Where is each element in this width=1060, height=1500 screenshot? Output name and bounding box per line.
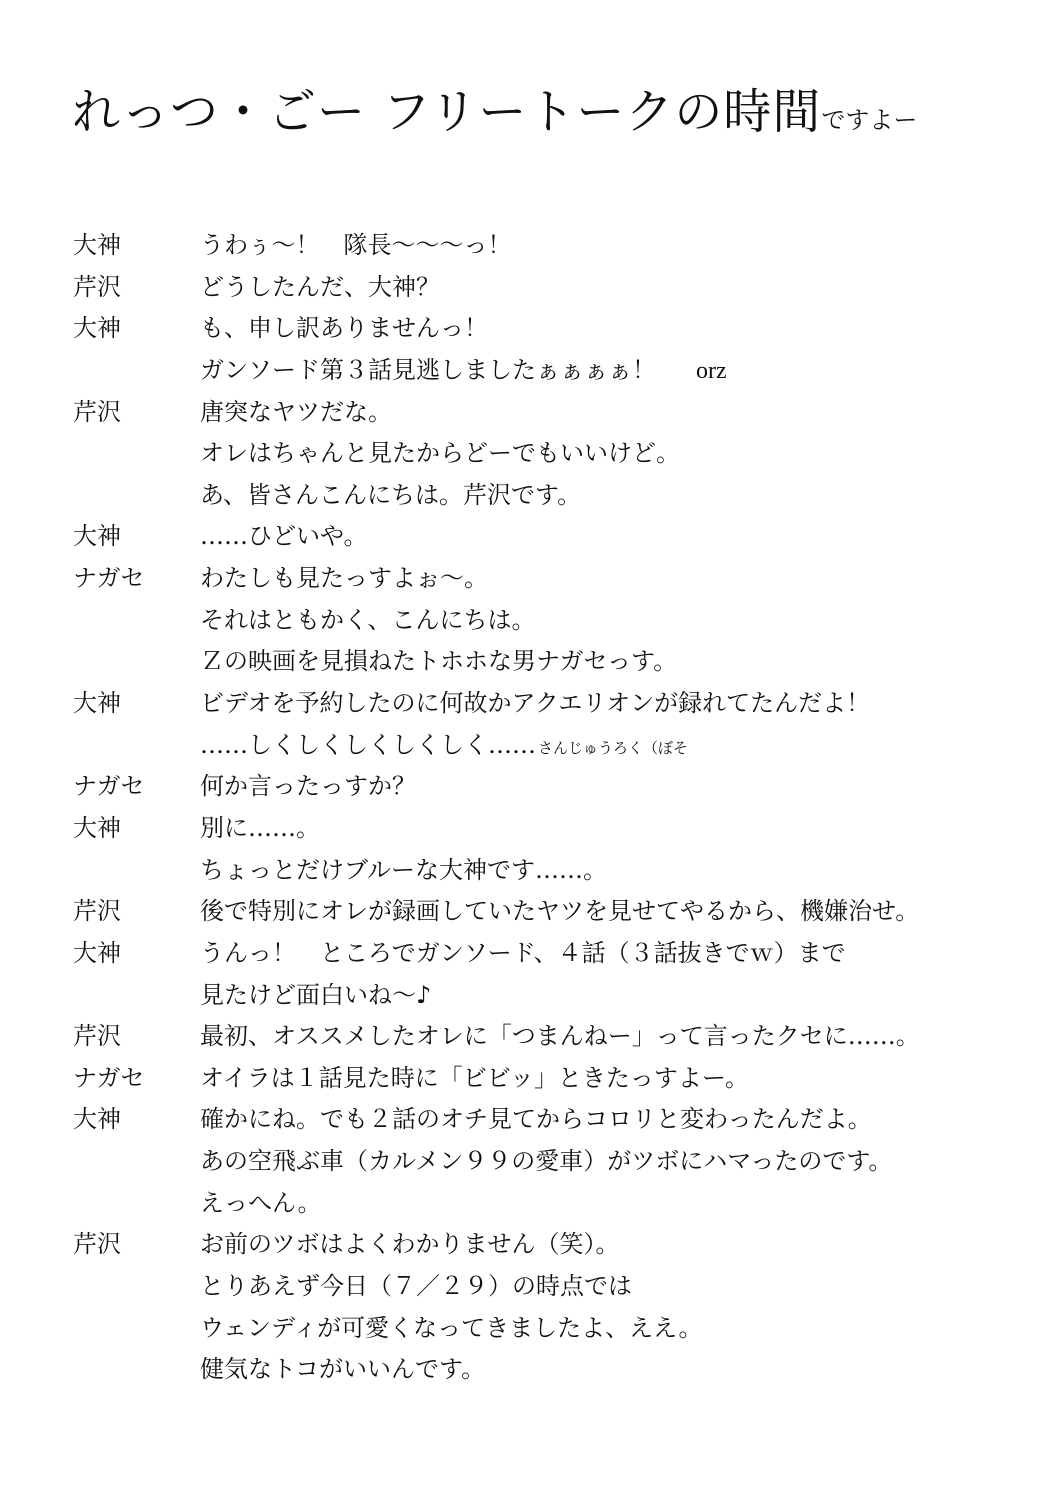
line-text [200,1141,892,1183]
line-text-main: 唐突なヤツだな。 [200,397,392,426]
line-text-main: 最初、オススメしたオレに「つまんねー」って言ったクセに……。 [200,1022,920,1051]
line-text-main: 健気なトコがいいんです。 [200,1355,486,1384]
line-text-main: 何か言ったっすか？ [200,772,416,801]
dialogue-list [0,225,1060,1391]
dialogue-line [0,891,1060,933]
dialogue-line [0,808,1060,850]
line-text-main: ちょっとだけブルーな大神です……。 [200,855,608,884]
dialogue-line [0,350,1060,392]
dialogue-line [0,975,1060,1017]
line-text [200,600,536,642]
dialogue-line [0,725,1060,767]
line-text-aside: さんじゅうろく（ぼそ [538,738,689,757]
line-text-main: うわぅ～！ 隊長～～～っ！ [200,231,512,259]
title-main: れっつ・ごー フリートークの時間 [72,84,822,140]
line-text-main: オイラは１話見た時に「ビビッ」ときたっすよー。 [200,1063,749,1092]
dialogue-line [0,641,1060,683]
line-text [200,975,431,1017]
speaker-name: 大神 [73,314,121,343]
line-text-main: 見たけど面白いね～♪ [200,980,432,1009]
dialogue-line [0,267,1060,309]
speaker-name: 大神 [73,1105,121,1134]
line-text [200,1224,620,1266]
dialogue-line [0,1141,1060,1183]
dialogue-line [0,392,1060,434]
line-text [200,850,607,892]
dialogue-line [0,1308,1060,1350]
line-text-main: お前のツボはよくわかりません（笑）。 [200,1230,620,1259]
line-text [200,1266,632,1308]
line-text [200,766,416,808]
line-text-main: 別に……。 [200,813,320,842]
speaker-name: 芹沢 [73,897,121,926]
dialogue-line [0,433,1060,475]
line-text-main: それはともかく、こんにちは。 [200,605,536,634]
line-text-main: えっへん。 [200,1188,322,1217]
dialogue-line [0,933,1060,975]
dialogue-line [0,850,1060,892]
line-text [200,641,677,683]
dialogue-line [0,225,1060,267]
line-text [200,1183,321,1225]
dialogue-line [0,600,1060,642]
speaker-name: 大神 [73,813,121,842]
speaker-name: 芹沢 [73,1230,121,1259]
line-text [200,350,727,393]
line-text-main: オレはちゃんと見たからどーでもいいけど。 [200,439,680,468]
line-text [200,933,846,975]
dialogue-line [0,1016,1060,1058]
page-title [72,84,918,140]
title-suffix: ですよー [821,106,918,134]
line-text [200,225,512,267]
line-text [200,308,488,350]
line-text-main: わたしも見たっすよぉ～。 [200,564,488,593]
line-text-main: あ、皆さんこんにちは。芹沢です。 [200,480,582,509]
line-text [200,683,870,725]
line-text [200,1058,749,1100]
line-text-main: も、申し訳ありませんっ！ [200,314,488,343]
speaker-name: 芹沢 [73,397,121,426]
speaker-name: ナガセ [73,564,145,593]
speaker-name: 大神 [73,938,121,967]
line-text [200,891,919,933]
speaker-name: 大神 [73,522,121,551]
line-text [200,1349,485,1391]
dialogue-line [0,475,1060,517]
line-text-main: うんっ！ ところでガンソード、４話（３話抜きでｗ）まで [200,938,846,967]
dialogue-line [0,1183,1060,1225]
line-text [200,808,320,850]
dialogue-line [0,1099,1060,1141]
dialogue-line [0,558,1060,600]
line-text-main: ビデオを予約したのに何故かアクエリオンが録れてたんだよ！ [200,689,871,718]
line-text-main: ウェンディが可愛くなってきましたよ、ええ。 [200,1313,703,1342]
line-text [200,1308,703,1350]
speaker-name: ナガセ [73,772,145,801]
line-text [200,725,688,770]
line-text-main: 確かにね。でも２話のオチ見てからコロリと変わったんだよ。 [200,1105,872,1134]
line-text [200,516,368,558]
line-text [200,1099,872,1141]
speaker-name: 芹沢 [73,1022,121,1051]
line-text-main: とりあえず今日（７／２９）の時点では [200,1272,632,1301]
dialogue-line [0,516,1060,558]
line-text-main: ……ひどいや。 [200,522,368,551]
line-text-main: 後で特別にオレが録画していたヤツを見せてやるから、機嫌治せ。 [200,897,920,926]
line-text [200,433,680,475]
line-text-main: どうしたんだ、大神？ [200,272,440,301]
line-text [200,267,440,309]
dialogue-line [0,308,1060,350]
dialogue-line [0,766,1060,808]
dialogue-line [0,683,1060,725]
dialogue-line [0,1266,1060,1308]
line-text-main: Ｚの映画を見損ねたトホホな男ナガセっす。 [200,647,678,676]
line-text-main: ガンソード第３話見逃しましたぁぁぁぁ！ [200,355,656,384]
dialogue-line [0,1058,1060,1100]
dialogue-line [0,1349,1060,1391]
line-text-main: ……しくしくしくしくしく…… [200,730,536,759]
speaker-name: 大神 [73,689,121,718]
line-text [200,475,581,517]
speaker-name: ナガセ [73,1063,145,1092]
line-text-aside: orz [696,357,727,384]
line-text [200,392,392,434]
speaker-name: 芹沢 [73,272,121,301]
dialogue-line [0,1224,1060,1266]
line-text-main: あの空飛ぶ車（カルメン９９の愛車）がツボにハマったのです。 [200,1147,893,1176]
speaker-name: 大神 [73,231,121,259]
line-text [200,1016,920,1058]
line-text [200,558,488,600]
